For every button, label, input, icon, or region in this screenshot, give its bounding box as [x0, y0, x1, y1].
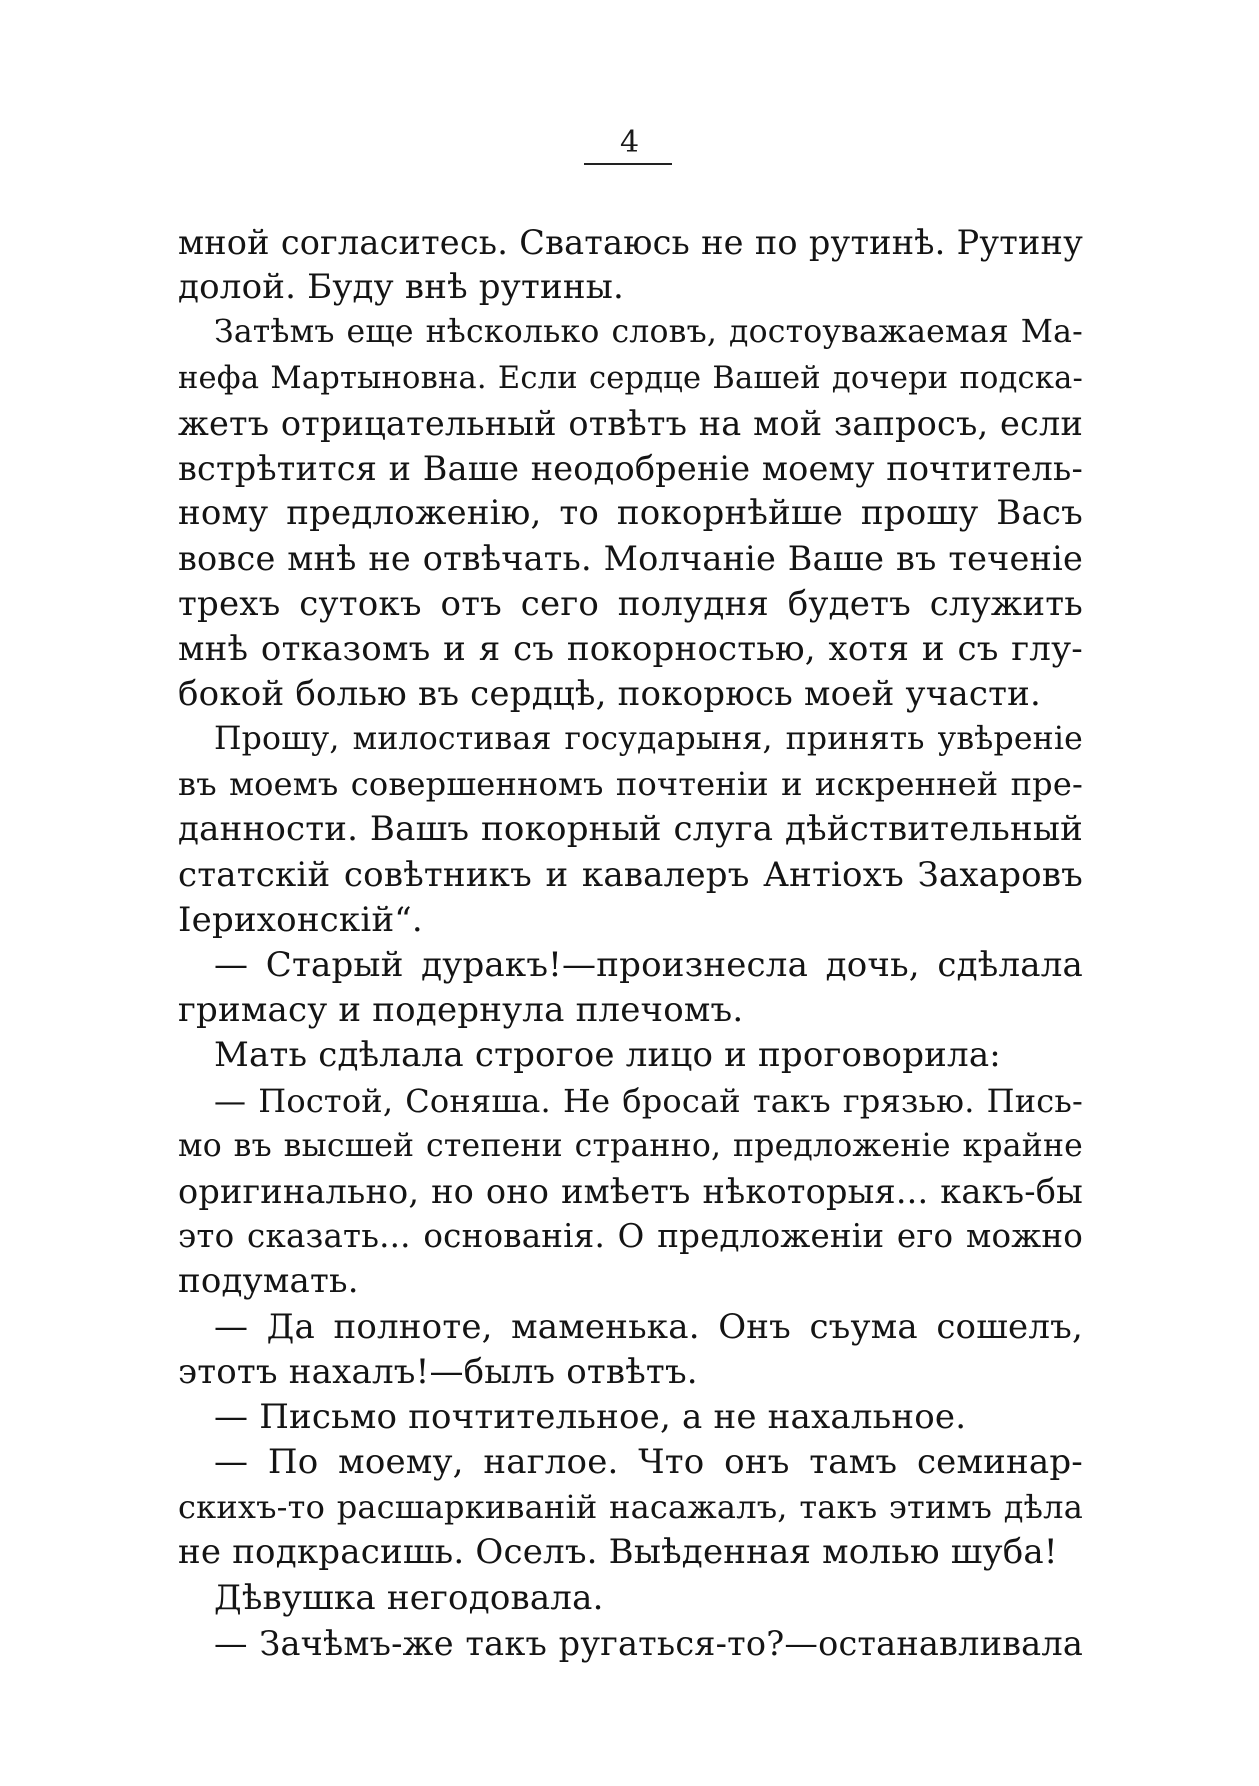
page-number: 4	[619, 125, 640, 160]
header-rule	[584, 163, 672, 165]
text-line: Іерихонскій“.	[178, 899, 423, 940]
text-line: бокой болью въ сердцѣ, покорюсь моей участи.	[178, 673, 1041, 714]
text-line: въ моемъ совершенномъ почтеніи и искренней пре-	[178, 765, 1083, 804]
text-line: Мать сдѣлала строгое лицо и проговорила:	[214, 1035, 1001, 1076]
text-line: — Старый дуракъ!—произнесла дочь, сдѣлала	[214, 945, 1083, 985]
text-line: долой. Буду внѣ рутины.	[178, 267, 624, 308]
text-line: — Зачѣмъ-же такъ ругаться-то?—останавливала	[214, 1623, 1083, 1663]
text-line: оригинально, но оно имѣетъ нѣкоторыя... какъ-бы	[178, 1171, 1083, 1211]
text-line: — Письмо почтительное, а не нахальное.	[214, 1396, 967, 1437]
text-line: Дѣвушка негодовала.	[214, 1577, 604, 1618]
text-line: гримасу и подернула плечомъ.	[178, 990, 744, 1031]
text-line: этотъ нахалъ!—былъ отвѣтъ.	[178, 1351, 698, 1392]
text-line: — Да полноте, маменька. Онъ съума сошелъ,	[214, 1306, 1083, 1347]
text-line: нефа Мартыновна. Если сердце Вашей дочери подска-	[178, 360, 1083, 396]
text-line: не подкрасишь. Оселъ. Выѣденная молью шуба!	[178, 1532, 1058, 1573]
text-line: мной согласитесь. Сватаюсь не по рутинѣ. Рутину	[178, 223, 1083, 262]
page-header	[0, 125, 1259, 160]
text-line: трехъ сутокъ отъ сего полудня будетъ служить	[178, 583, 1083, 624]
text-line: это сказать... основанія. О предложеніи его можно	[178, 1217, 1083, 1256]
text-line: скихъ-то расшаркиваній насажалъ, такъ этимъ дѣла	[178, 1488, 1083, 1527]
text-line: подумать.	[178, 1261, 359, 1302]
text-line: данности. Вашъ покорный слуга дѣйствительный	[178, 809, 1083, 850]
text-line: — По моему, наглое. Что онъ тамъ семинар-	[214, 1442, 1083, 1483]
text-line: статскій совѣтникъ и кавалеръ Антіохъ Захаровъ	[178, 854, 1083, 895]
text-line: Затѣмъ еще нѣсколько словъ, достоуважаемая Ма-	[214, 314, 1083, 351]
text-line: мо въ высшей степени странно, предложеніе крайне	[178, 1127, 1083, 1164]
text-line: вовсе мнѣ не отвѣчать. Молчаніе Ваше въ теченіе	[178, 539, 1083, 579]
text-line: мнѣ отказомъ и я съ покорностью, хотя и съ глу-	[178, 628, 1083, 669]
text-line: ному предложенію, то покорнѣйше прошу Васъ	[178, 493, 1083, 534]
text-line: — Постой, Соняша. Не бросай такъ грязью. Пись-	[214, 1081, 1083, 1120]
text-line: жетъ отрицательный отвѣтъ на мой запросъ, если	[178, 403, 1083, 443]
text-line: Прошу, милостивая государыня, принять увѣреніе	[214, 721, 1083, 758]
body-text	[178, 220, 1083, 1666]
text-line: встрѣтится и Ваше неодобреніе моему почтитель-	[178, 448, 1083, 488]
